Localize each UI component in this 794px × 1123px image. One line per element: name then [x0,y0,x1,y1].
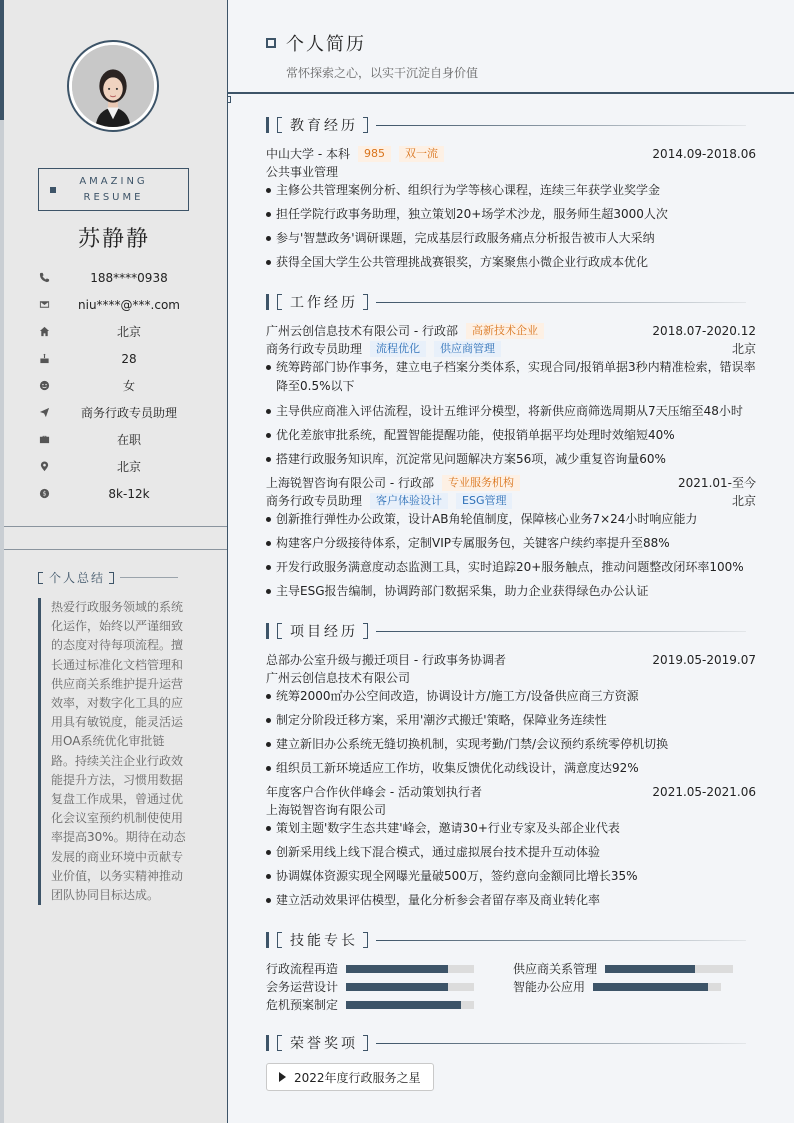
job-city: 北京 [731,494,756,508]
job-role-row [266,492,756,509]
role-tag: ESG管理 [456,493,512,509]
section-skills-header [266,931,746,949]
info-value: 28 [121,351,137,366]
list-item: 统筹2000㎡办公空间改造，协调设计方/施工方/设备供应商三方资源 [266,687,756,706]
list-item: 制定分阶段迁移方案，采用'潮汐式搬迁'策略，保障业务连续性 [266,711,756,730]
section-title: 技能专长 [290,933,358,949]
sidebar [0,0,228,1123]
list-item: 主修公共管理案例分析、组织行为学等核心课程，连续三年获学业奖学金 [266,181,756,200]
skill-item [266,996,474,1013]
project-org-row [266,669,756,686]
job-role-row [266,340,756,357]
title-square-icon [266,38,276,48]
sidebar-edge [0,0,4,1123]
sidebar-divider [4,526,227,527]
job-role: 商务行政专员助理 [266,494,363,508]
skill-item [513,978,721,995]
major-name: 公共事业管理 [266,165,339,179]
badge-line-1: AMAZING [79,176,148,187]
job-company-row [266,322,756,339]
title-divider [228,92,794,94]
candidate-name: 苏静静 [77,227,150,252]
info-status [38,426,208,453]
info-value: niu****@***.com [78,297,180,312]
section-projects-header [266,622,746,640]
skill-name: 供应商关系管理 [513,962,598,976]
summary-header [38,569,178,586]
skill-item [266,960,474,977]
job-role: 商务行政专员助理 [266,342,363,356]
info-value: 188****0938 [90,270,168,285]
cake-icon [38,353,50,365]
project-title-row [266,651,756,668]
info-residence [38,318,208,345]
list-item: 构建客户分级接待体系，定制VIP专属服务包，关键客户续约率提升至88% [266,534,756,553]
list-item: 统筹跨部门协作事务，建立电子档案分类体系，实现合同/报销单据3秒内精准检索，错误率降至0.5%以下 [266,358,756,396]
section-education-header [266,116,746,134]
list-item: 参与'智慧政务'调研课题，完成基层行政服务痛点分析报告被市人大采纳 [266,229,756,248]
send-icon [38,407,50,419]
home-icon [38,326,50,338]
project-name: 年度客户合作伙伴峰会 - 活动策划执行者 [266,785,482,799]
list-item: 担任学院行政事务助理，独立策划20+场学术沙龙，服务师生超3000人次 [266,205,756,224]
role-tag: 流程优化 [370,341,426,357]
project-title-row [266,783,756,800]
section-title: 教育经历 [290,118,358,134]
list-item: 策划主题'数字生态共建'峰会，邀请30+行业专家及头部企业代表 [266,819,756,838]
mail-icon [38,299,50,311]
skill-item [513,960,733,977]
info-value: 北京 [116,460,141,474]
section-honors-header [266,1034,746,1052]
info-gender [38,372,208,399]
amazing-resume-badge [38,168,189,211]
education-period: 2014.09-2018.06 [652,146,756,161]
school-tag: 985 [358,146,391,162]
salary-icon [38,488,50,500]
list-item: 创新推行弹性办公政策，设计AB角轮值制度，保障核心业务7×24小时响应能力 [266,510,756,529]
list-item: 开发行政服务满意度动态监测工具，实时追踪20+服务触点，推动问题整改闭环率100% [266,558,756,577]
skill-name: 行政流程再造 [266,962,339,976]
list-item: 搭建行政服务知识库，沉淀常见问题解决方案56项，减少重复咨询量60% [266,450,756,469]
page-title: 个人简历 [286,34,366,55]
company-name: 广州云创信息技术有限公司 - 行政部 [266,324,458,338]
list-item: 主导供应商准入评估流程，设计五维评分模型，将新供应商筛选周期从7天压缩至48小时 [266,402,756,421]
briefcase-icon [38,434,50,446]
profile-photo [72,45,154,127]
info-age [38,345,208,372]
skill-bar [346,1001,474,1009]
info-phone [38,264,208,291]
list-item: 创新采用线上线下混合模式，通过虚拟展台技术提升互动体验 [266,843,756,862]
svg-text:$: $ [41,489,47,498]
info-email [38,291,208,318]
list-item: 主导ESG报告编制，协调跨部门数据采集，助力企业获得绿色办公认证 [266,582,756,601]
project-org-row [266,801,756,818]
skill-bar [346,983,474,991]
info-value: 在职 [116,433,141,447]
job-city: 北京 [731,342,756,356]
school-name: 中山大学 - 本科 [266,147,350,161]
list-item: 建立新旧办公系统无缝切换机制，实现考勤/门禁/会议预约系统零停机切换 [266,735,756,754]
sidebar-divider [4,549,227,550]
info-salary [38,480,208,507]
job-period: 2021.01-至今 [678,476,756,490]
info-position [38,399,208,426]
phone-icon [38,272,50,284]
location-icon [38,461,50,473]
section-title: 荣誉奖项 [290,1036,358,1052]
section-title: 项目经历 [290,624,358,640]
list-item: 获得全国大学生公共管理挑战赛银奖，方案聚焦小微企业行政成本优化 [266,253,756,272]
skill-name: 会务运营设计 [266,980,339,994]
badge-square-icon [50,187,56,193]
project-org: 广州云创信息技术有限公司 [266,671,411,685]
role-tag: 客户体验设计 [370,493,448,509]
summary-title: 个人总结 [49,571,106,585]
project-org: 上海锐智咨询有限公司 [266,803,387,817]
info-value: 北京 [116,325,141,339]
education-school-row [266,145,756,162]
info-location [38,453,208,480]
skill-bar [346,965,474,973]
list-item: 建立活动效果评估模型，量化分析参会者留存率及商业转化率 [266,891,756,910]
company-name: 上海锐智咨询有限公司 - 行政部 [266,476,434,490]
title-marker [227,96,231,103]
page-subtitle: 常怀探索之心，以实干沉淀自身价值 [286,66,479,80]
contact-info-list [38,264,208,507]
skill-bar-fill [605,965,695,973]
school-tag: 双一流 [399,146,444,162]
skill-name: 危机预案制定 [266,998,339,1012]
project-period: 2019.05-2019.07 [652,652,756,667]
info-value: 商务行政专员助理 [80,406,177,420]
skill-bar [605,965,733,973]
list-item: 组织员工新环境适应工作坊，收集反馈优化动线设计，满意度达92% [266,759,756,778]
award-name: 2022年度行政服务之星 [294,1070,421,1085]
skill-name: 智能办公应用 [513,980,586,994]
main-content [228,0,794,1123]
company-tag: 专业服务机构 [442,475,520,491]
gender-icon [38,380,50,392]
section-title: 工作经历 [290,295,358,311]
summary-text: 热爱行政服务领域的系统化运作，始终以严谨细致的态度对待每项流程。擅长通过标准化文档管理和供应商关系维护提升运营效率，对数字化工具的应用具有敏锐度，能灵活运用OA系统优化审批链路。持续关注企业行政效能提升方法，习惯用数据复盘工作成果，曾通过优化会议室预约机制使使用率提高30%。期待在动态发展的商业环境中贡献专业价值，以务实精神推动团队协同目标达成。 [38,598,188,905]
skill-bar-fill [346,1001,461,1009]
skill-bar [593,983,721,991]
badge-line-2: RESUME [83,192,144,203]
skill-bar-fill [346,983,448,991]
avatar [67,40,159,132]
role-tag: 供应商管理 [434,341,501,357]
section-work-header [266,293,746,311]
project-period: 2021.05-2021.06 [652,784,756,799]
info-value: 女 [122,379,135,393]
job-company-row [266,474,756,491]
award-item [266,1063,434,1091]
education-major-row [266,163,756,180]
company-tag: 高新技术企业 [466,323,544,339]
list-item: 优化差旅审批系统，配置智能提醒功能，使报销单据平均处理时效缩短40% [266,426,756,445]
play-triangle-icon [279,1072,286,1082]
job-period: 2018.07-2020.12 [652,323,756,338]
skill-item [266,978,474,995]
list-item: 协调媒体资源实现全网曝光量破500万，签约意向金额同比增长35% [266,867,756,886]
skill-bar-fill [593,983,708,991]
info-value: 8k-12k [108,486,150,501]
skill-bar-fill [346,965,448,973]
project-name: 总部办公室升级与搬迁项目 - 行政事务协调者 [266,653,506,667]
